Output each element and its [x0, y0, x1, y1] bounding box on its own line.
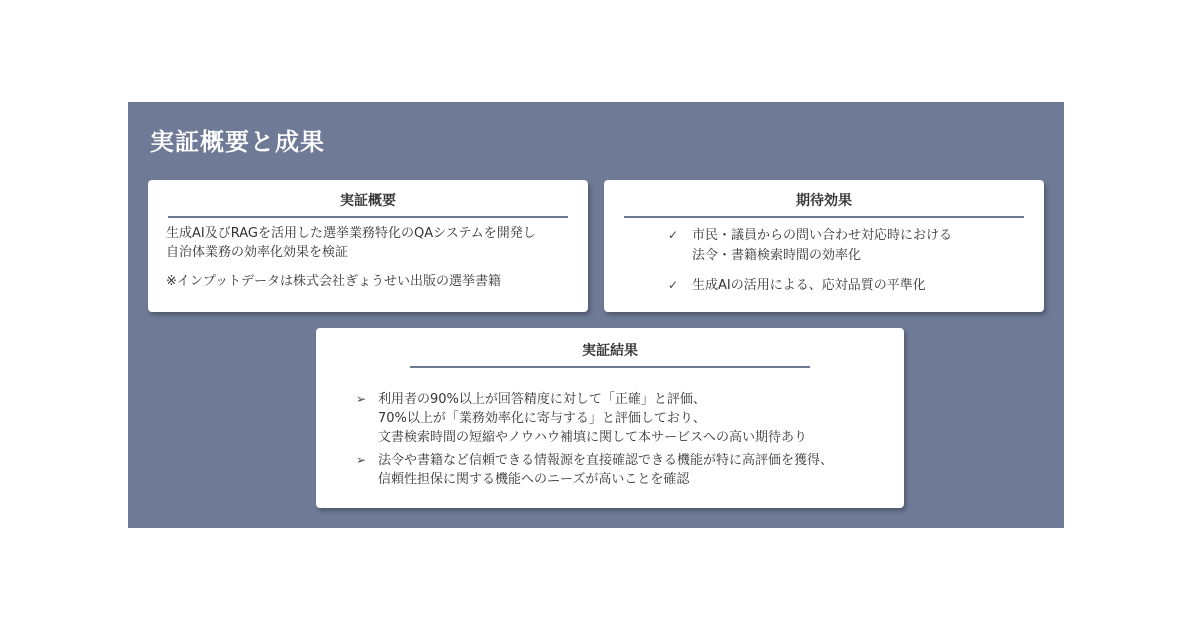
- check-icon: ✓: [668, 278, 679, 292]
- overview-line-1: 生成AI及びRAGを活用した選挙業務特化のQAシステムを開発し: [166, 226, 536, 241]
- arrow-bullet-icon: ➢: [356, 392, 367, 406]
- check-icon: ✓: [668, 228, 679, 242]
- results-item-2-line-1: 法令や書籍など信頼できる情報源を直接確認できる機能が特に高評価を獲得、: [378, 453, 834, 468]
- slide-panel: [128, 102, 1064, 528]
- overview-title: 実証概要: [168, 190, 568, 218]
- overview-note: ※インプットデータは株式会社ぎょうせい出版の選挙書籍: [166, 274, 501, 289]
- results-item-2-line-2: 信頼性担保に関する機能へのニーズが高いことを確認: [378, 472, 690, 487]
- overview-card: [148, 180, 588, 312]
- results-item-1-line-2: 70%以上が「業務効率化に寄与する」と評価しており、: [378, 411, 706, 426]
- arrow-bullet-icon: ➢: [356, 453, 367, 467]
- expected-item-1-line-2: 法令・書籍検索時間の効率化: [692, 248, 862, 263]
- results-item-1-line-3: 文書検索時間の短縮やノウハウ補填に関して本サービスへの高い期待あり: [378, 430, 808, 445]
- expected-effects-card: [604, 180, 1044, 312]
- slide-title: 実証概要と成果: [150, 128, 325, 156]
- results-title: 実証結果: [410, 340, 810, 368]
- results-card: [316, 328, 904, 508]
- overview-line-2: 自治体業務の効率化効果を検証: [166, 245, 349, 260]
- expected-effects-title: 期待効果: [624, 190, 1024, 218]
- expected-item-1-line-1: 市民・議員からの問い合わせ対応時における: [692, 228, 953, 243]
- expected-item-2-line-1: 生成AIの活用による、応対品質の平準化: [692, 278, 926, 293]
- results-item-1-line-1: 利用者の90%以上が回答精度に対して「正確」と評価、: [378, 392, 706, 407]
